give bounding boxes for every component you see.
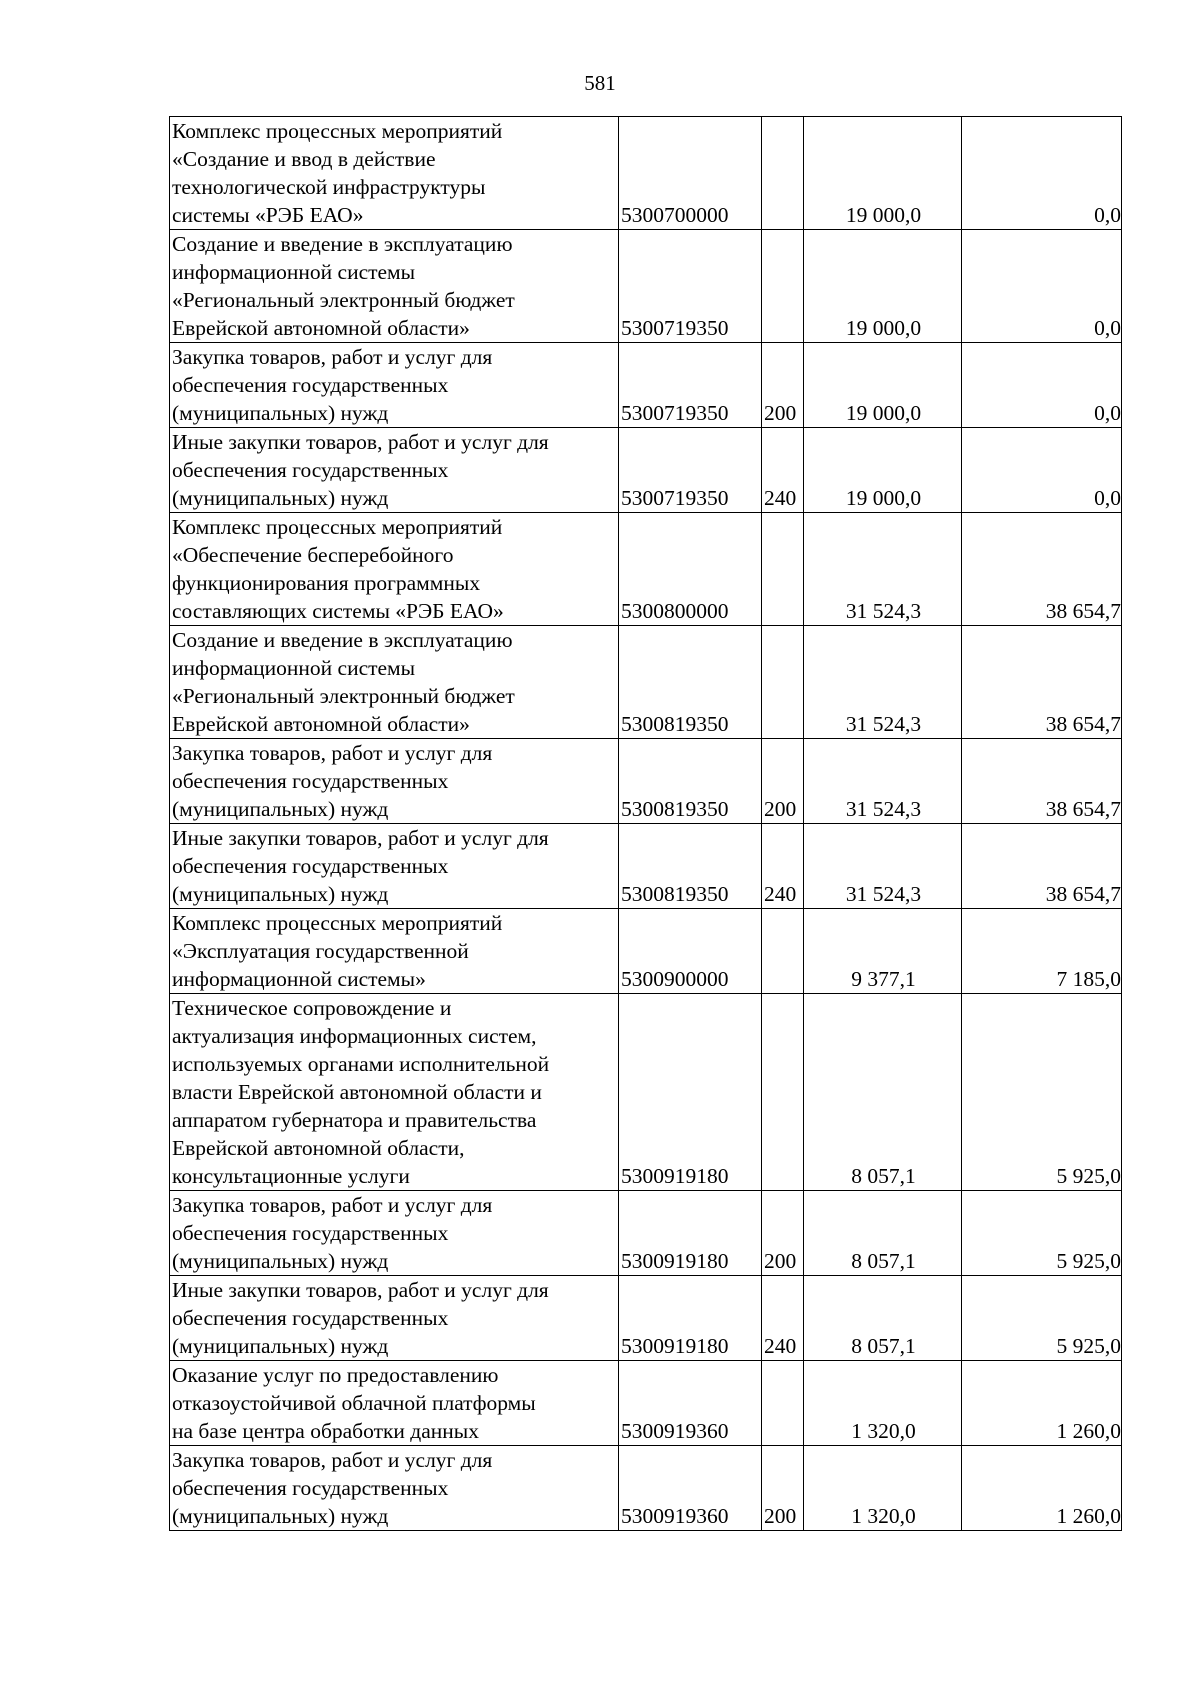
cell-expense-name: Создание и введение в эксплуатацию информационной системы «Региональный электронный бюджет Еврейской автономной области» xyxy=(170,230,619,343)
cell-target-code: 5300819350 xyxy=(619,626,762,739)
cell-expense-name: Закупка товаров, работ и услуг для обеспечения государственных (муниципальных) нужд xyxy=(170,343,619,428)
cell-amount-first-year: 31 524,3 xyxy=(804,513,962,626)
cell-amount-first-year: 19 000,0 xyxy=(804,117,962,230)
cell-amount-first-year: 1 320,0 xyxy=(804,1361,962,1446)
table-row xyxy=(170,1276,1122,1361)
cell-expense-type xyxy=(762,626,804,739)
cell-amount-second-year: 0,0 xyxy=(962,343,1122,428)
cell-expense-type: 200 xyxy=(762,1446,804,1531)
cell-expense-name: Комплекс процессных мероприятий «Создание и ввод в действие технологической инфраструктуры системы «РЭБ ЕАО» xyxy=(170,117,619,230)
page-number: 581 xyxy=(584,71,616,95)
cell-amount-second-year: 1 260,0 xyxy=(962,1361,1122,1446)
cell-amount-second-year: 5 925,0 xyxy=(962,1276,1122,1361)
cell-expense-type xyxy=(762,909,804,994)
cell-target-code: 5300919360 xyxy=(619,1361,762,1446)
cell-target-code: 5300900000 xyxy=(619,909,762,994)
cell-amount-first-year: 8 057,1 xyxy=(804,994,962,1191)
cell-expense-name: Комплекс процессных мероприятий «Обеспечение бесперебойного функционирования программных составляющих системы «РЭБ ЕАО» xyxy=(170,513,619,626)
cell-expense-type xyxy=(762,230,804,343)
cell-amount-second-year: 0,0 xyxy=(962,428,1122,513)
table-row xyxy=(170,909,1122,994)
cell-target-code: 5300819350 xyxy=(619,739,762,824)
table-row xyxy=(170,117,1122,230)
table-row xyxy=(170,824,1122,909)
cell-amount-first-year: 1 320,0 xyxy=(804,1446,962,1531)
cell-amount-second-year: 38 654,7 xyxy=(962,626,1122,739)
cell-target-code: 5300919360 xyxy=(619,1446,762,1531)
cell-amount-first-year: 19 000,0 xyxy=(804,343,962,428)
cell-target-code: 5300919180 xyxy=(619,1191,762,1276)
table-row xyxy=(170,994,1122,1191)
table-row xyxy=(170,739,1122,824)
cell-amount-first-year: 31 524,3 xyxy=(804,626,962,739)
table-row xyxy=(170,230,1122,343)
cell-expense-type: 240 xyxy=(762,428,804,513)
cell-target-code: 5300719350 xyxy=(619,428,762,513)
cell-target-code: 5300800000 xyxy=(619,513,762,626)
cell-amount-second-year: 38 654,7 xyxy=(962,824,1122,909)
cell-amount-first-year: 19 000,0 xyxy=(804,428,962,513)
cell-amount-second-year: 1 260,0 xyxy=(962,1446,1122,1531)
cell-target-code: 5300919180 xyxy=(619,994,762,1191)
cell-amount-first-year: 31 524,3 xyxy=(804,824,962,909)
budget-table xyxy=(169,116,1122,1531)
cell-amount-second-year: 38 654,7 xyxy=(962,739,1122,824)
cell-amount-second-year: 38 654,7 xyxy=(962,513,1122,626)
cell-expense-type xyxy=(762,1361,804,1446)
cell-expense-type: 200 xyxy=(762,1191,804,1276)
cell-amount-second-year: 0,0 xyxy=(962,117,1122,230)
cell-amount-first-year: 9 377,1 xyxy=(804,909,962,994)
budget-table-body xyxy=(170,117,1122,1531)
table-row xyxy=(170,1191,1122,1276)
cell-amount-first-year: 8 057,1 xyxy=(804,1276,962,1361)
cell-expense-type: 240 xyxy=(762,824,804,909)
table-row xyxy=(170,513,1122,626)
cell-expense-type: 240 xyxy=(762,1276,804,1361)
cell-target-code: 5300819350 xyxy=(619,824,762,909)
cell-amount-second-year: 7 185,0 xyxy=(962,909,1122,994)
cell-expense-type: 200 xyxy=(762,739,804,824)
cell-expense-type: 200 xyxy=(762,343,804,428)
cell-expense-name: Иные закупки товаров, работ и услуг для обеспечения государственных (муниципальных) нужд xyxy=(170,824,619,909)
cell-amount-first-year: 19 000,0 xyxy=(804,230,962,343)
cell-expense-type xyxy=(762,994,804,1191)
cell-amount-first-year: 31 524,3 xyxy=(804,739,962,824)
cell-amount-second-year: 0,0 xyxy=(962,230,1122,343)
cell-expense-type xyxy=(762,117,804,230)
cell-expense-name: Оказание услуг по предоставлению отказоустойчивой облачной платформы на базе центра обработки данных xyxy=(170,1361,619,1446)
table-row xyxy=(170,343,1122,428)
cell-expense-type xyxy=(762,513,804,626)
cell-target-code: 5300919180 xyxy=(619,1276,762,1361)
cell-expense-name: Иные закупки товаров, работ и услуг для обеспечения государственных (муниципальных) нужд xyxy=(170,1276,619,1361)
cell-target-code: 5300719350 xyxy=(619,230,762,343)
table-row xyxy=(170,428,1122,513)
cell-target-code: 5300719350 xyxy=(619,343,762,428)
cell-amount-second-year: 5 925,0 xyxy=(962,1191,1122,1276)
cell-expense-name: Закупка товаров, работ и услуг для обеспечения государственных (муниципальных) нужд xyxy=(170,1446,619,1531)
cell-expense-name: Иные закупки товаров, работ и услуг для обеспечения государственных (муниципальных) нужд xyxy=(170,428,619,513)
table-row xyxy=(170,1361,1122,1446)
cell-expense-name: Закупка товаров, работ и услуг для обеспечения государственных (муниципальных) нужд xyxy=(170,1191,619,1276)
cell-target-code: 5300700000 xyxy=(619,117,762,230)
table-row xyxy=(170,626,1122,739)
cell-amount-second-year: 5 925,0 xyxy=(962,994,1122,1191)
cell-expense-name: Закупка товаров, работ и услуг для обеспечения государственных (муниципальных) нужд xyxy=(170,739,619,824)
cell-expense-name: Техническое сопровождение и актуализация информационных систем, используемых органами исполнительной власти Еврейской автономной области и аппаратом губернатора и правительства Еврейской автономной области, консультационные услуги xyxy=(170,994,619,1191)
cell-expense-name: Комплекс процессных мероприятий «Эксплуатация государственной информационной системы» xyxy=(170,909,619,994)
cell-expense-name: Создание и введение в эксплуатацию информационной системы «Региональный электронный бюджет Еврейской автономной области» xyxy=(170,626,619,739)
table-row xyxy=(170,1446,1122,1531)
cell-amount-first-year: 8 057,1 xyxy=(804,1191,962,1276)
